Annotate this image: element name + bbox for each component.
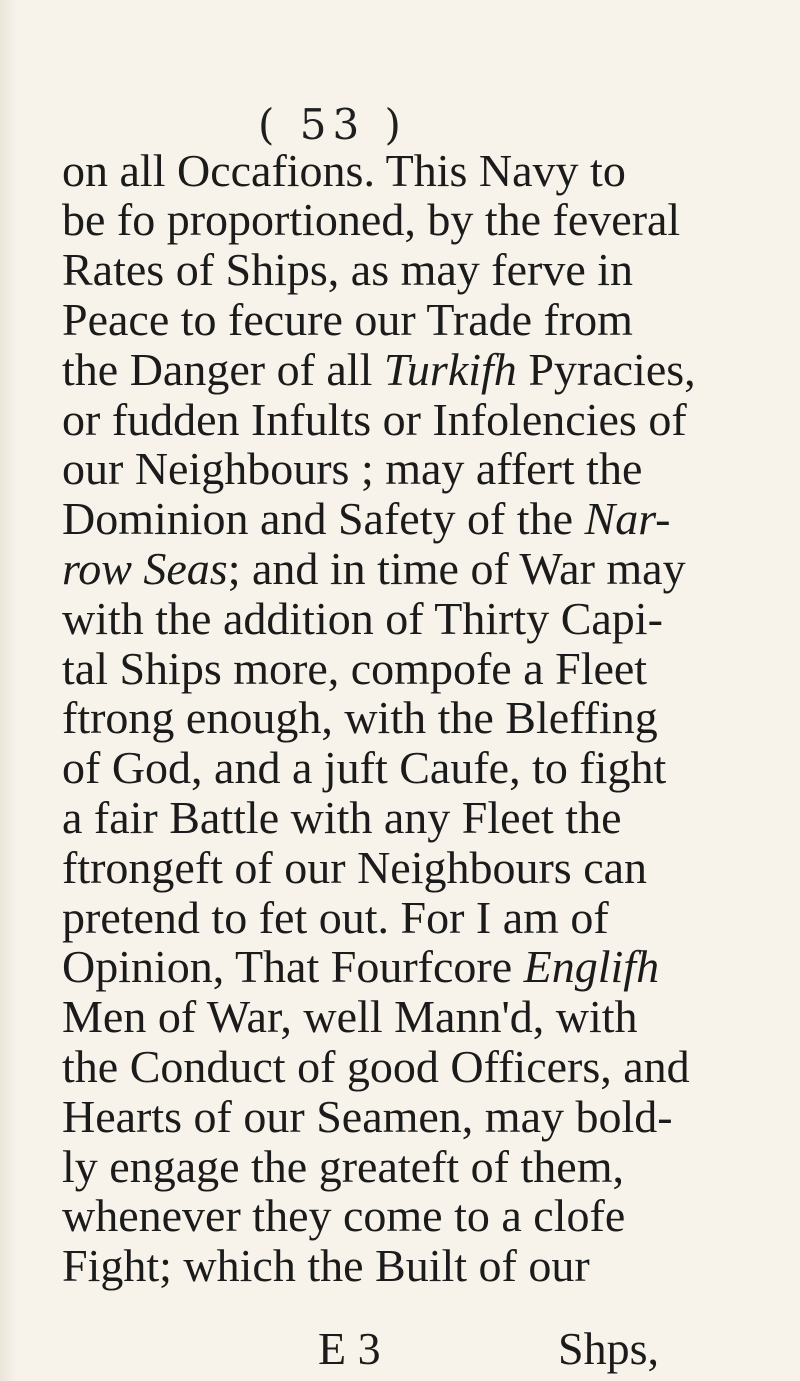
text-line: pretend to fet out. For I am of — [62, 892, 609, 943]
signature-mark: E 3 — [318, 1323, 381, 1374]
text-line: a fair Battle with any Fleet the — [62, 792, 622, 843]
text-line: ftrongeft of our Neighbours can — [62, 842, 648, 893]
text-line: of God, and a juft Caufe, to fight — [62, 742, 667, 793]
catchword: Shps, — [558, 1323, 659, 1374]
text-line: with the addition of Thirty Capi- — [62, 593, 663, 644]
text-line: the Danger of all Turkifh Pyracies, — [62, 344, 696, 395]
text-line: be fo proportioned, by the feveral — [62, 194, 681, 245]
text-line: Hearts of our Seamen, may bold- — [62, 1091, 673, 1142]
text-line: Fight; which the Built of our — [62, 1240, 590, 1291]
text-line: or fudden Infults or Infolencies of — [62, 394, 687, 445]
text-line: Opinion, That Fourfcore Englifh — [62, 941, 660, 992]
text-line: Peace to fecure our Trade from — [62, 294, 633, 345]
text-line: on all Occafions. This Navy to — [62, 145, 626, 196]
text-line: whenever they come to a clofe — [62, 1190, 626, 1241]
text-line: Dominion and Safety of the Nar- — [62, 493, 671, 544]
text-line: Men of War, well Mann'd, with — [62, 991, 638, 1042]
page-number-header: ( 53 ) — [258, 100, 407, 149]
text-line: row Seas; and in time of War may — [62, 543, 686, 594]
text-line: Rates of Ships, as may ferve in — [62, 244, 634, 295]
text-line: our Neighbours ; may affert the — [62, 443, 643, 494]
text-line: ftrong enough, with the Bleffing — [62, 692, 658, 743]
text-line: ly engage the greateft of them, — [62, 1141, 624, 1192]
text-line: the Conduct of good Officers, and — [62, 1041, 690, 1092]
text-line: tal Ships more, compofe a Fleet — [62, 643, 648, 694]
